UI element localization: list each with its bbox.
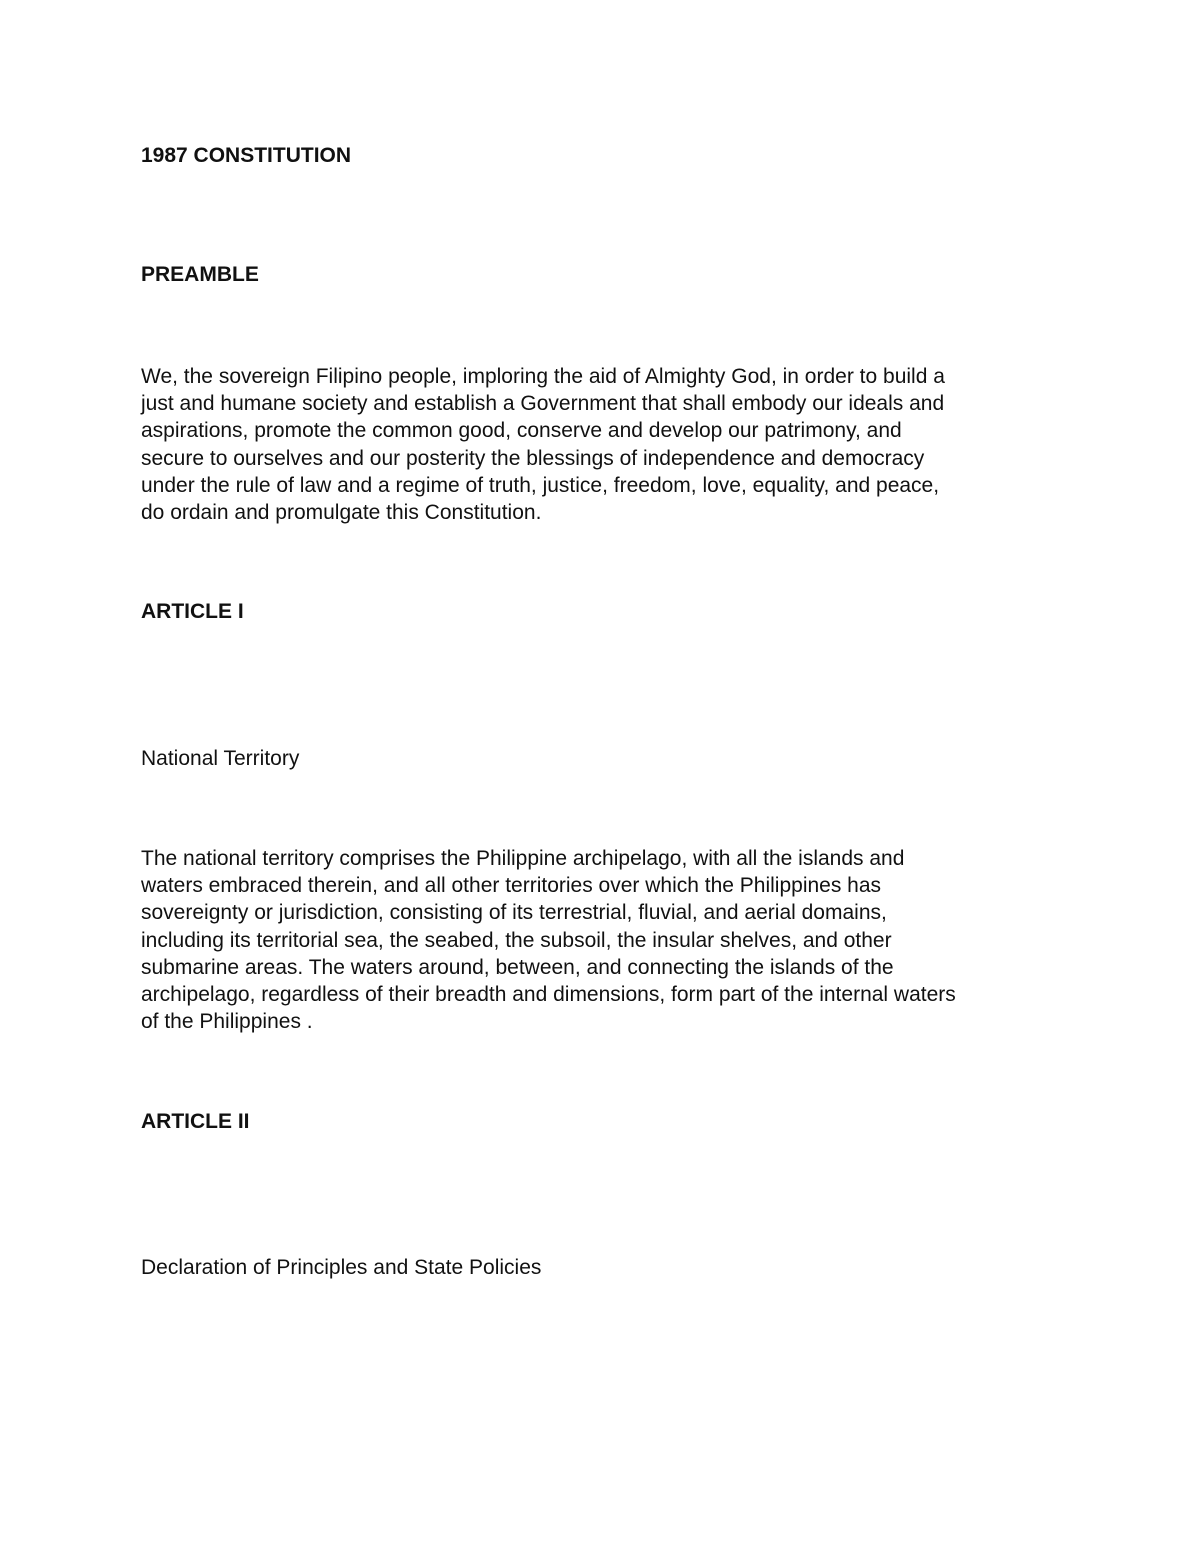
article-1-line: waters embraced therein, and all other territories over which the Philippines has bbox=[141, 874, 882, 898]
article-1-line: including its territorial sea, the seabed, the subsoil, the insular shelves, and other bbox=[141, 928, 892, 952]
article-1-heading: ARTICLE I bbox=[141, 600, 244, 623]
preamble-heading: PREAMBLE bbox=[141, 263, 259, 286]
article-2-heading: ARTICLE II bbox=[141, 1110, 250, 1133]
preamble-line: do ordain and promulgate this Constitution. bbox=[141, 501, 542, 525]
preamble-paragraph bbox=[141, 363, 945, 526]
document-title: 1987 CONSTITUTION bbox=[141, 144, 352, 167]
article-1-line: archipelago, regardless of their breadth and dimensions, form part of the internal waters bbox=[141, 983, 956, 1007]
article-1-line: of the Philippines . bbox=[141, 1010, 313, 1034]
article-1-line: submarine areas. The waters around, between, and connecting the islands of the bbox=[141, 955, 894, 979]
article-2-subtitle: Declaration of Principles and State Policies bbox=[141, 1256, 542, 1279]
article-1-line: sovereignty or jurisdiction, consisting of its terrestrial, fluvial, and aerial domains, bbox=[141, 901, 887, 925]
article-1-subtitle: National Territory bbox=[141, 747, 300, 770]
article-1-paragraph bbox=[141, 845, 956, 1035]
preamble-line: aspirations, promote the common good, conserve and develop our patrimony, and bbox=[141, 419, 902, 443]
article-1-line: The national territory comprises the Philippine archipelago, with all the islands and bbox=[141, 847, 905, 870]
preamble-line: We, the sovereign Filipino people, imploring the aid of Almighty God, in order to build a bbox=[141, 365, 945, 388]
preamble-line: just and humane society and establish a Government that shall embody our ideals and bbox=[141, 392, 945, 416]
preamble-line: secure to ourselves and our posterity the blessings of independence and democracy bbox=[141, 446, 925, 470]
preamble-line: under the rule of law and a regime of truth, justice, freedom, love, equality, and peace, bbox=[141, 473, 940, 497]
